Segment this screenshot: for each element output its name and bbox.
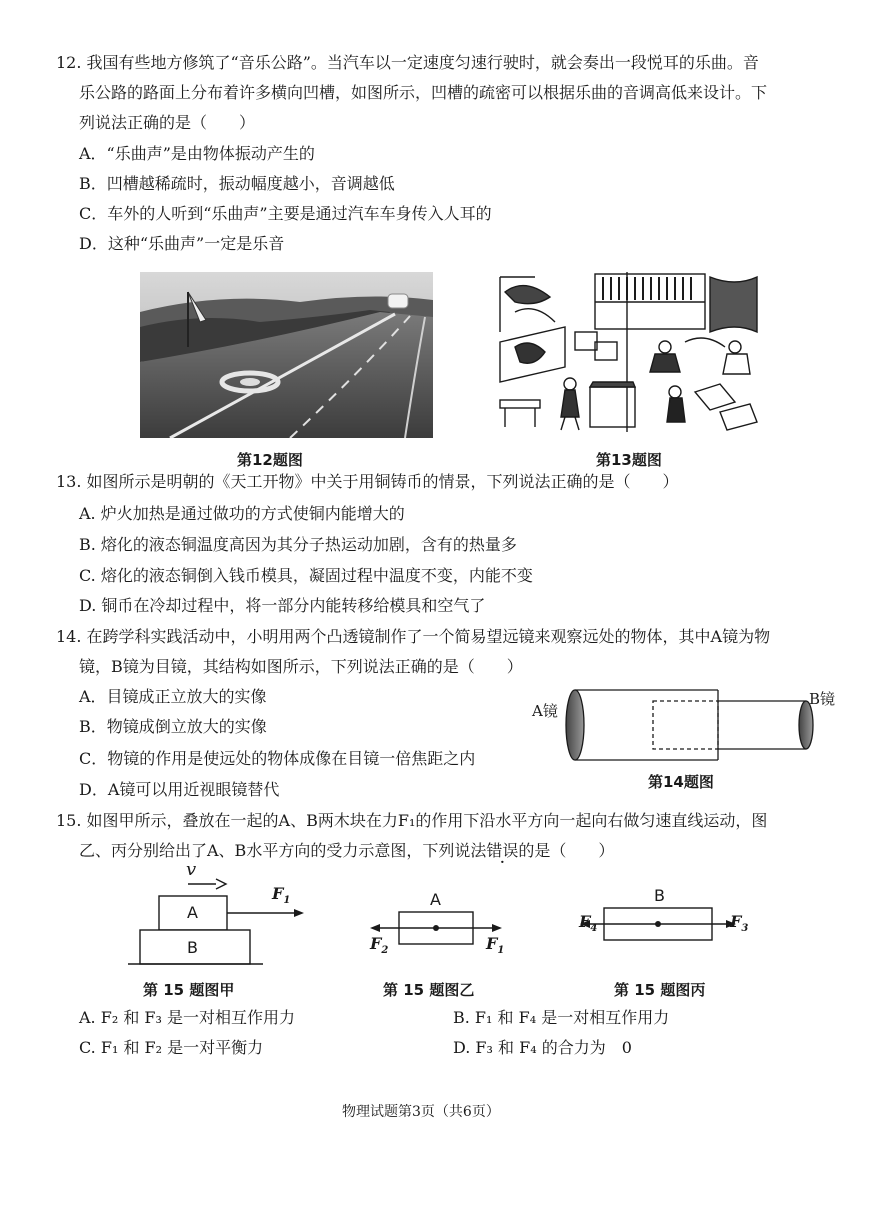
q12-stem-line2: 乐公路的路面上分布着许多横向凹槽，如图所示，凹槽的疏密可以根据乐曲的音调高低来设计。下	[79, 83, 768, 102]
force-diagram-b-label: B	[654, 886, 665, 905]
lens-b-label: B镜	[809, 690, 836, 708]
q13-option-d: D. 铜币在冷却过程中，将一部分内能转移给模具和空气了	[79, 596, 486, 615]
force-f4-label: $F_4$	[579, 912, 598, 935]
stacked-blocks-diagram	[128, 864, 313, 974]
fig12-caption: 第12题图	[237, 451, 303, 469]
music-road-photo	[140, 272, 433, 438]
q12-stem-line3: 列说法正确的是（ ）	[79, 113, 256, 132]
block-b-label: B	[187, 938, 198, 957]
q14-stem-line1: 14. 在跨学科实践活动中，小明用两个凸透镜制作了一个简易望远镜来观察远处的物体，其中A镜为物	[56, 627, 771, 646]
force-f1-label-yi: $F_1$	[486, 934, 505, 957]
q14-stem-line2: 镜，B镜为目镜，其结构如图所示，下列说法正确的是（ ）	[79, 657, 523, 676]
q14-option-d: D．A镜可以用近视眼镜替代	[79, 780, 280, 799]
q12-option-c: C．车外的人听到“乐曲声”主要是通过汽车车身传入人耳的	[79, 204, 492, 223]
q12-option-a: A．“乐曲声”是由物体振动产生的	[79, 144, 315, 163]
fig13-caption: 第13题图	[596, 451, 662, 469]
q13-option-c: C. 熔化的液态铜倒入钱币模具，凝固过程中温度不变，内能不变	[79, 566, 533, 585]
force-f3-label: $F_3$	[730, 912, 749, 935]
q15-option-c: C. F₁ 和 F₂ 是一对平衡力	[79, 1038, 264, 1057]
q13-option-b: B. 熔化的液态铜温度高因为其分子热运动加剧，含有的热量多	[79, 535, 517, 554]
fig15-yi-caption: 第 15 题图乙	[383, 981, 475, 999]
page-footer: 物理试题第3页（共6页）	[342, 1104, 500, 1120]
tiangong-kaiwu-illustration	[495, 272, 763, 432]
q15-option-d: D. F₃ 和 F₄ 的合力为 0	[453, 1038, 632, 1057]
q15-option-b: B. F₁ 和 F₄ 是一对相互作用力	[453, 1008, 670, 1027]
force-diagram-a-label: A	[430, 890, 441, 909]
q13-stem: 13. 如图所示是明朝的《天工开物》中关于用铜铸币的情景，下列说法正确的是（ ）	[56, 472, 679, 491]
q14-option-c: C．物镜的作用是使远处的物体成像在目镜一倍焦距之内	[79, 749, 476, 768]
fig15-jia-caption: 第 15 题图甲	[143, 981, 235, 999]
q15-option-a: A. F₂ 和 F₃ 是一对相互作用力	[79, 1008, 296, 1027]
telescope-diagram	[528, 680, 848, 770]
fig15-bing-caption: 第 15 题图丙	[614, 981, 706, 999]
force-f1-label: $F_1$	[272, 884, 291, 907]
q15-stem-line1: 15. 如图甲所示，叠放在一起的A、B两木块在力F₁的作用下沿水平方向一起向右做匀速直线运动，图	[56, 811, 768, 830]
emphasis-wrong: 错误	[486, 841, 519, 860]
fig14-caption: 第14题图	[648, 773, 714, 791]
q12-option-d: D．这种“乐曲声”一定是乐音	[79, 234, 285, 253]
lens-a-label: A镜	[532, 702, 558, 720]
q14-option-a: A．目镜成正立放大的实像	[79, 687, 267, 706]
q13-option-a: A. 炉火加热是通过做功的方式使铜内能增大的	[79, 504, 405, 523]
velocity-label: v	[186, 859, 197, 880]
q12-stem-line1: 12. 我国有些地方修筑了“音乐公路”。当汽车以一定速度匀速行驶时，就会奏出一段悦耳的乐曲。音	[56, 53, 759, 72]
block-a-label: A	[187, 903, 198, 922]
q12-option-b: B．凹槽越稀疏时，振动幅度越小，音调越低	[79, 174, 395, 193]
force-f2-label: $F_2$	[370, 934, 389, 957]
q15-stem-line2: 乙、丙分别给出了A、B水平方向的受力示意图，下列说法错误的是（ ）	[79, 841, 615, 860]
q14-option-b: B．物镜成倒立放大的实像	[79, 717, 267, 736]
